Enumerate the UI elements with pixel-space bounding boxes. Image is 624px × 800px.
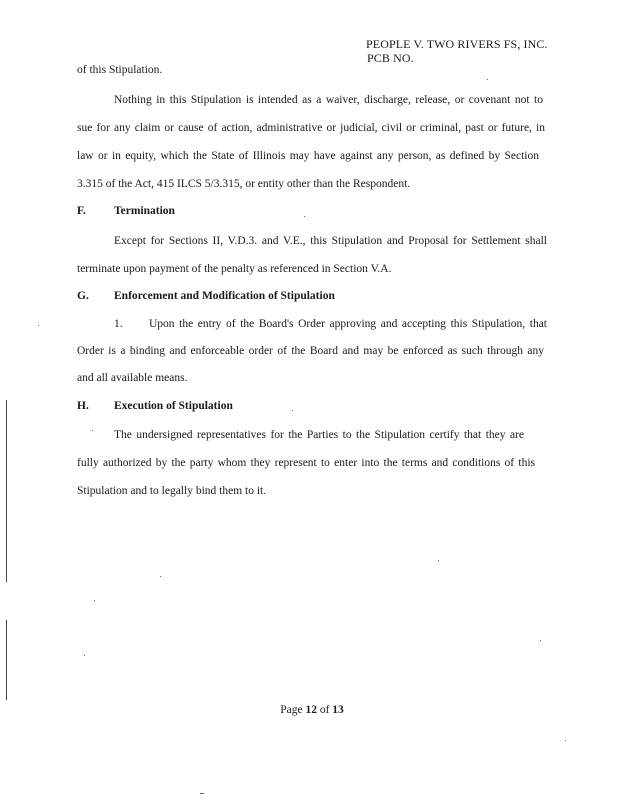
scan-speck (304, 216, 305, 217)
scan-speck (292, 410, 293, 411)
nothing-para-line-1: Nothing in this Stipulation is intended as a waiver, discharge, release, or covenant not to (114, 94, 543, 106)
scan-speck (565, 740, 566, 741)
section-g-item-number: 1. (114, 318, 123, 330)
section-g-line-1: Upon the entry of the Board's Order approving and accepting this Stipulation, that (149, 318, 547, 330)
section-f-line-1: Except for Sections II, V.D.3. and V.E., this Stipulation and Proposal for Settlement shall (114, 235, 547, 247)
section-f-title: Termination (114, 205, 175, 217)
case-caption: PEOPLE V. TWO RIVERS FS, INC. (366, 37, 548, 51)
nothing-para-line-4: 3.315 of the Act, 415 ILCS 5/3.315, or entity other than the Respondent. (77, 178, 411, 190)
section-g-letter: G. (77, 290, 89, 302)
scan-speck (92, 430, 93, 431)
scan-speck (160, 576, 161, 577)
scan-speck (438, 560, 439, 561)
pcb-number: PCB NO. (367, 51, 414, 65)
scan-edge-line-lower (6, 620, 7, 700)
footer-of: of (319, 704, 330, 716)
nothing-para-line-3: law or in equity, which the State of Illinois may have against any person, as defined by Section (77, 150, 539, 162)
scan-speck (200, 793, 204, 794)
scan-speck (94, 600, 95, 601)
section-g-title: Enforcement and Modification of Stipulation (114, 290, 335, 302)
section-g-line-3: and all available means. (77, 372, 188, 384)
intro-line: of this Stipulation. (77, 64, 163, 76)
scan-edge-line-upper (6, 400, 7, 582)
scan-speck (540, 640, 541, 641)
section-h-letter: H. (77, 400, 89, 412)
footer-total-pages: 13 (332, 704, 344, 716)
scan-speck (487, 79, 488, 80)
scan-speck (84, 655, 85, 656)
section-h-line-2: fully authorized by the party whom they represent to enter into the terms and conditions of this (77, 457, 535, 469)
footer-prefix: Page (280, 704, 303, 716)
section-h-line-1: The undersigned representatives for the Parties to the Stipulation certify that they are (114, 429, 524, 441)
section-h-title: Execution of Stipulation (114, 400, 233, 412)
footer-current-page: 12 (305, 704, 317, 716)
page-number-footer (0, 703, 624, 717)
section-f-letter: F. (77, 205, 86, 217)
scan-speck (38, 325, 39, 326)
case-header (366, 37, 548, 65)
nothing-para-line-2: sue for any claim or cause of action, administrative or judicial, civil or criminal, past or future, in (77, 122, 545, 134)
section-f-line-2: terminate upon payment of the penalty as referenced in Section V.A. (77, 263, 392, 275)
section-g-line-2: Order is a binding and enforceable order of the Board and may be enforced as such through any (77, 345, 544, 357)
section-h-line-3: Stipulation and to legally bind them to it. (77, 485, 267, 497)
